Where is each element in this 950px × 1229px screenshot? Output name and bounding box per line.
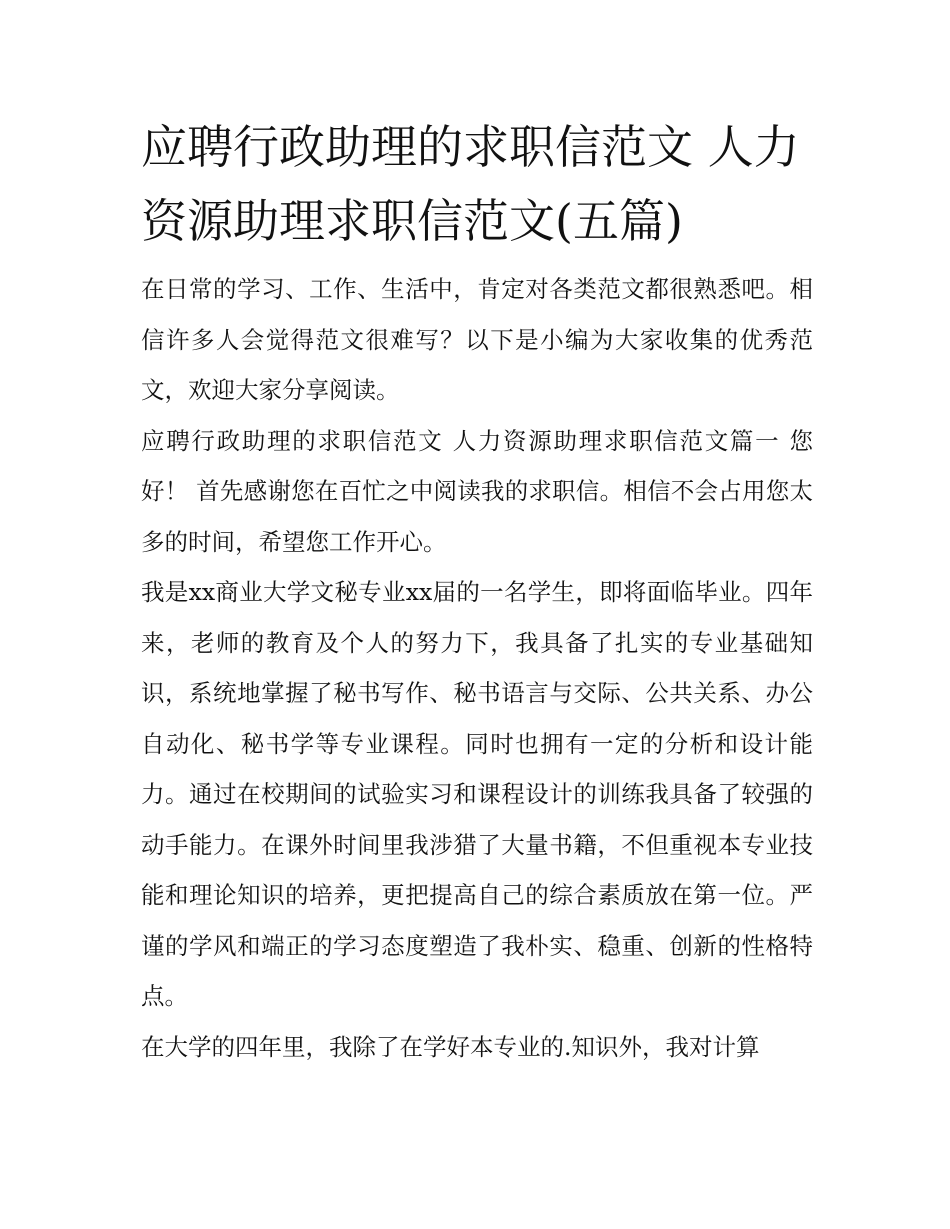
paragraph-university: 在大学的四年里，我除了在学好本专业的.知识外，我对计算: [141, 1032, 760, 1061]
paragraph-greeting: 应聘行政助理的求职信范文 人力资源助理求职信范文篇一 您好！ 首先感谢您在百忙之中阅读我的求职信。相信不会占用您太多的时间，希望您工作开心。: [141, 426, 813, 556]
paragraph-intro: 在日常的学习、工作、生活中，肯定对各类范文都很熟悉吧。相信许多人会觉得范文很难写？以下是小编为大家收集的优秀范文，欢迎大家分享阅读。: [141, 275, 813, 404]
paragraph-background: 我是xx商业大学文秘专业xx届的一名学生，即将面临毕业。四年来，老师的教育及个人的努力下，我具备了扎实的专业基础知识，系统地掌握了秘书写作、秘书语言与交际、公共关系、办公自动化、秘书学等专业课程。同时也拥有一定的分析和设计能力。通过在校期间的试验实习和课程设计的训练我具备了较强的动手能力。在课外时间里我涉猎了大量书籍，不但重视本专业技能和理论知识的培养，更把提高自己的综合素质放在第一位。严谨的学风和端正的学习态度塑造了我朴实、稳重、创新的性格特点。: [141, 578, 813, 1010]
document-page: [141, 110, 813, 1072]
document-title: 应聘行政助理的求职信范文 人力资源助理求职信范文(五篇): [141, 120, 800, 248]
